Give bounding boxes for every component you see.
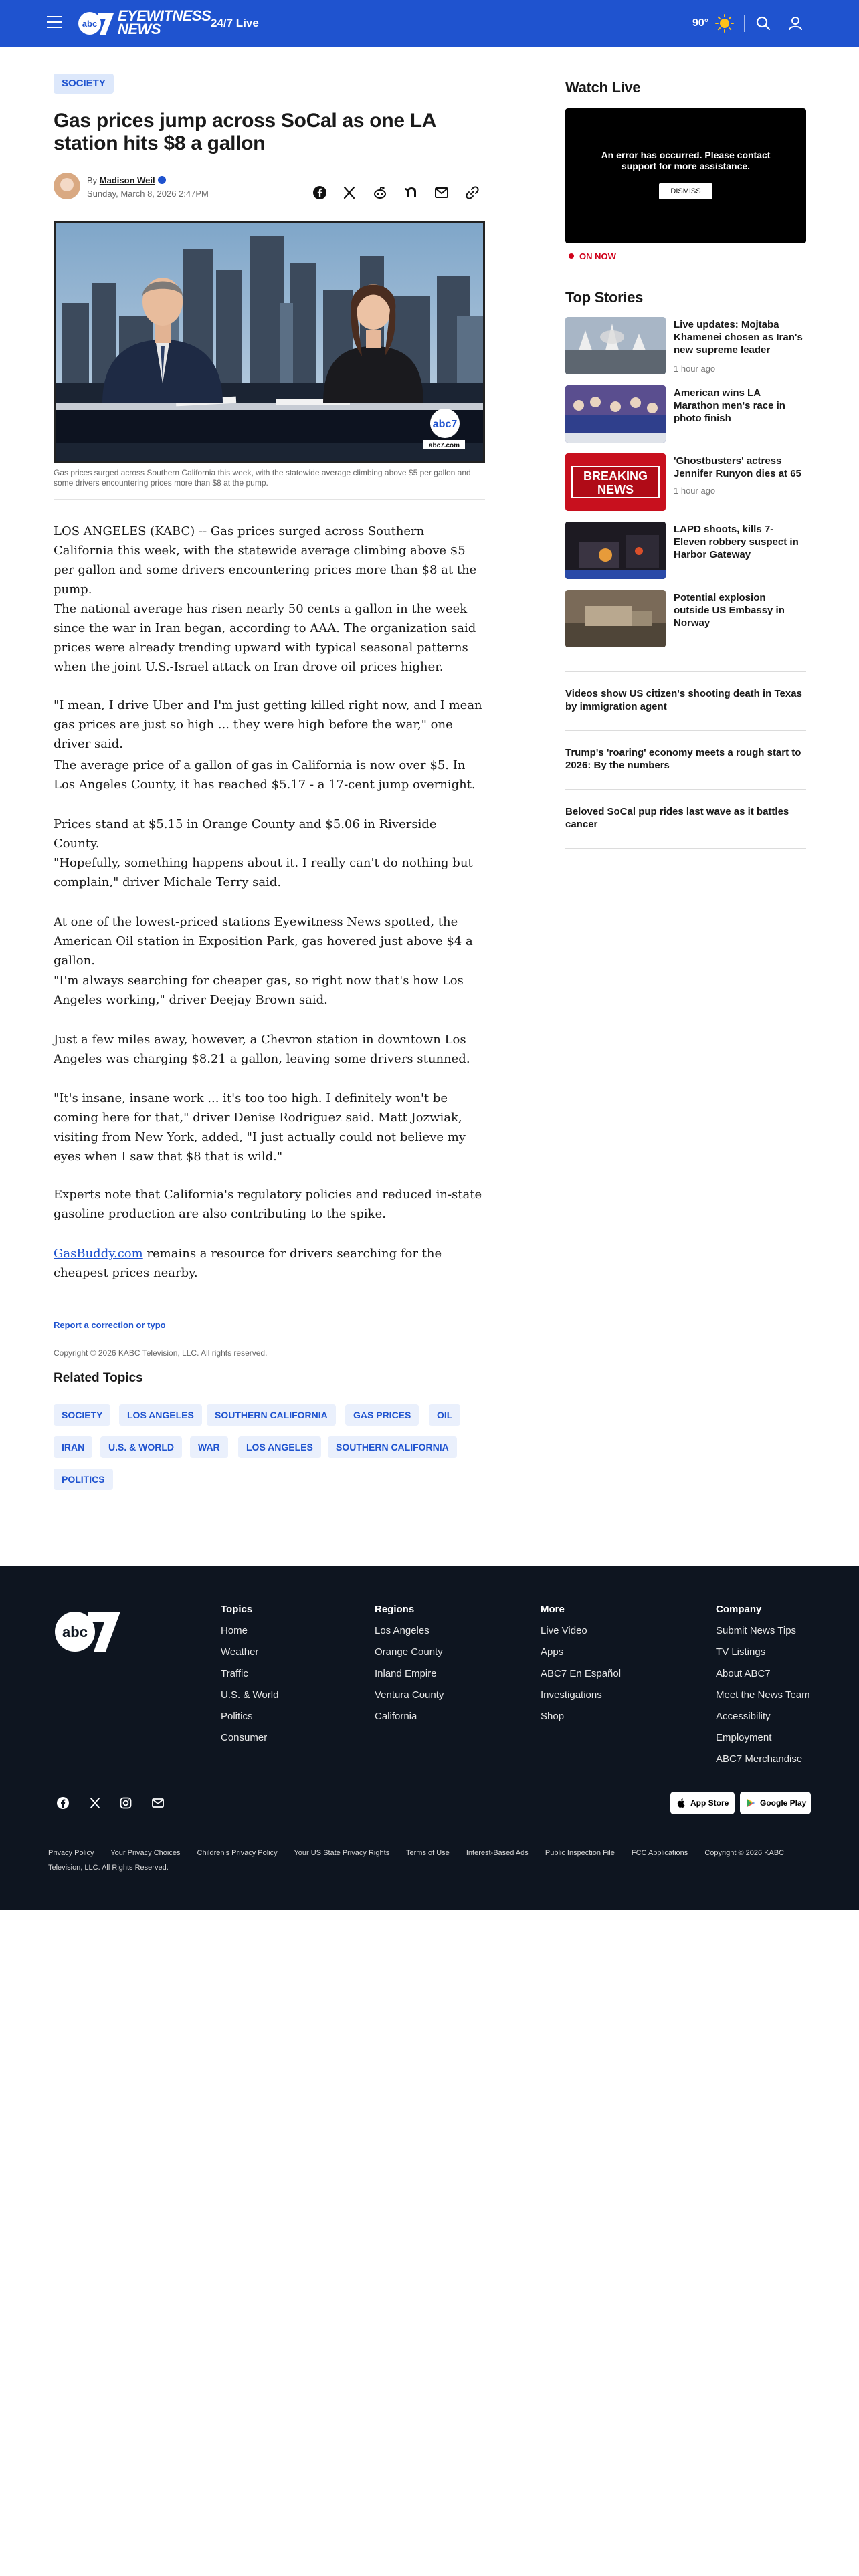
- topic-chip[interactable]: POLITICS: [54, 1469, 113, 1490]
- author-link[interactable]: Madison Weil: [99, 175, 155, 185]
- reddit-icon[interactable]: [372, 185, 388, 201]
- footer-link[interactable]: Live Video: [541, 1625, 587, 1636]
- footer-heading-company: Company: [716, 1604, 762, 1615]
- footer-link[interactable]: Meet the News Team: [716, 1689, 810, 1701]
- abc7-footer-logo[interactable]: [48, 1604, 122, 1657]
- topic-chip[interactable]: OIL: [429, 1404, 460, 1426]
- live-link[interactable]: 24/7 Live: [211, 17, 259, 29]
- site-header: [0, 0, 859, 47]
- brand-name[interactable]: EYEWITNESS NEWS: [118, 7, 211, 37]
- nextdoor-icon[interactable]: [403, 185, 419, 201]
- svg-text:abc: abc: [62, 1624, 88, 1640]
- footer-link[interactable]: Submit News Tips: [716, 1625, 797, 1636]
- svg-text:abc: abc: [82, 19, 98, 29]
- article-paragraph-last: GasBuddy.com remains a resource for drivers searching for the cheapest prices nearby.: [54, 1247, 442, 1280]
- article-copyright: Copyright © 2026 KABC Television, LLC. All rights reserved.: [54, 1348, 268, 1358]
- story-title[interactable]: American wins LA Marathon men's race in photo finish: [674, 387, 785, 424]
- legal-link[interactable]: Public Inspection File: [545, 1849, 615, 1857]
- footer-link[interactable]: Traffic: [221, 1668, 248, 1679]
- x-icon[interactable]: [88, 1796, 102, 1810]
- topic-chip[interactable]: GAS PRICES: [345, 1404, 419, 1426]
- footer-heading-topics: Topics: [221, 1604, 253, 1615]
- article-paragraph: "I mean, I drive Uber and I'm just getting killed right now, and I mean gas prices are just so high ... they were high before the war," one driver said.: [54, 698, 482, 751]
- news-anchors-illustration: [56, 223, 483, 461]
- sidebar-divider: [565, 848, 806, 849]
- player-error-message: An error has occurred. Please contact support for more assistance.: [601, 150, 771, 171]
- article-paragraph: Prices stand at $5.15 in Orange County and $5.06 in Riverside County.: [54, 817, 437, 851]
- footer-link[interactable]: U.S. & World: [221, 1689, 279, 1701]
- search-icon[interactable]: [755, 15, 772, 32]
- article-paragraph: The national average has risen nearly 50 cents a gallon in the week since the war in Iran began, according to AAA. The organization said prices were already trending upward with typical seasonal patterns when the joint U.S.-Israel attack on Iran drove oil prices higher.: [54, 602, 476, 674]
- story-time: 1 hour ago: [674, 364, 716, 374]
- footer-link[interactable]: Shop: [541, 1711, 565, 1722]
- verified-icon: [158, 176, 166, 184]
- sun-icon: [714, 13, 735, 33]
- image-caption: Gas prices surged across Southern California this week, with the statewide average climbing above $5 per gallon and some drivers encountering prices more than $8 at the pump.: [54, 468, 471, 488]
- article-paragraph: "It's insane, insane work ... it's too too high. I definitely won't be coming here for that," driver Denise Rodriguez said. Matt Jozwiak, visiting from New York, added, "I just actually could not believe my eyes when I saw that $8 that is wild.": [54, 1091, 466, 1164]
- email-icon[interactable]: [434, 185, 450, 201]
- legal-link[interactable]: Your Privacy Choices: [110, 1849, 181, 1857]
- apple-icon: [676, 1798, 686, 1808]
- topic-chip[interactable]: IRAN: [54, 1436, 92, 1458]
- footer-link[interactable]: ABC7 En Español: [541, 1668, 622, 1679]
- footer-link[interactable]: Weather: [221, 1646, 259, 1658]
- legal-link[interactable]: Terms of Use: [406, 1849, 450, 1857]
- story-thumbnail[interactable]: [565, 590, 666, 647]
- weather-temperature[interactable]: 90°: [692, 17, 709, 29]
- legal-link[interactable]: Your US State Privacy Rights: [294, 1849, 390, 1857]
- watch-live-heading: Watch Live: [565, 79, 641, 96]
- footer-link[interactable]: Apps: [541, 1646, 564, 1658]
- topic-chip[interactable]: LOS ANGELES: [119, 1404, 202, 1426]
- footer-link[interactable]: Consumer: [221, 1732, 268, 1743]
- instagram-icon[interactable]: [119, 1796, 132, 1810]
- google-play-button[interactable]: Google Play: [740, 1792, 811, 1814]
- facebook-icon[interactable]: [312, 185, 328, 201]
- app-store-button[interactable]: App Store: [670, 1792, 735, 1814]
- story-title[interactable]: Potential explosion outside US Embassy in Norway: [674, 592, 785, 629]
- article-paragraph: "I'm always searching for cheaper gas, so right now that's how Los Angeles working," driver Deejay Brown said.: [54, 974, 464, 1007]
- link-icon[interactable]: [464, 185, 480, 201]
- footer-heading-regions: Regions: [375, 1604, 415, 1615]
- story-thumbnail[interactable]: [565, 522, 666, 579]
- sidebar-divider: [565, 789, 806, 790]
- related-topics-heading: Related Topics: [54, 1371, 143, 1385]
- author-avatar[interactable]: [54, 173, 80, 199]
- footer-link[interactable]: Home: [221, 1625, 248, 1636]
- dismiss-button[interactable]: DISMISS: [659, 183, 712, 199]
- user-icon[interactable]: [787, 15, 804, 32]
- topic-chip[interactable]: U.S. & WORLD: [100, 1436, 182, 1458]
- header-divider: [744, 15, 745, 32]
- gasbuddy-link[interactable]: GasBuddy.com: [54, 1247, 143, 1261]
- footer-link[interactable]: Inland Empire: [375, 1668, 437, 1679]
- footer-heading-more: More: [541, 1604, 565, 1615]
- sidebar-divider: [565, 671, 806, 672]
- story-title[interactable]: Live updates: Mojtaba Khamenei chosen as Iran's new supreme leader: [674, 319, 803, 356]
- footer-link[interactable]: TV Listings: [716, 1646, 766, 1658]
- story-thumbnail[interactable]: [565, 453, 666, 511]
- topic-chip[interactable]: SOUTHERN CALIFORNIA: [328, 1436, 457, 1458]
- menu-icon[interactable]: [47, 16, 62, 28]
- report-correction-link[interactable]: Report a correction or typo: [54, 1320, 166, 1330]
- category-tag[interactable]: SOCIETY: [54, 74, 114, 94]
- topic-chip[interactable]: SOUTHERN CALIFORNIA: [207, 1404, 336, 1426]
- footer-link[interactable]: Orange County: [375, 1646, 443, 1658]
- abc7-logo[interactable]: [75, 8, 115, 39]
- svg-text:abc7: abc7: [432, 419, 458, 430]
- x-icon[interactable]: [341, 185, 357, 201]
- legal-link[interactable]: Interest-Based Ads: [466, 1849, 529, 1857]
- article-paragraph: Just a few miles away, however, a Chevron station in downtown Los Angeles was charging $8.21 a gallon, leaving some drivers stunned.: [54, 1033, 470, 1066]
- facebook-icon[interactable]: [56, 1796, 70, 1810]
- footer-link[interactable]: About ABC7: [716, 1668, 771, 1679]
- story-time: 1 hour ago: [674, 486, 716, 496]
- story-title[interactable]: 'Ghostbusters' actress Jennifer Runyon dies at 65: [674, 455, 801, 479]
- google-play-icon: [745, 1798, 756, 1808]
- svg-text:abc7.com: abc7.com: [428, 442, 460, 449]
- footer-link[interactable]: Los Angeles: [375, 1625, 430, 1636]
- footer-link[interactable]: Ventura County: [375, 1689, 444, 1701]
- byline: By Madison Weil: [87, 175, 166, 185]
- legal-link[interactable]: Privacy Policy: [48, 1849, 94, 1857]
- more-story-link[interactable]: Beloved SoCal pup rides last wave as it battles cancer: [565, 806, 789, 830]
- topic-chip[interactable]: SOCIETY: [54, 1404, 110, 1426]
- footer-link[interactable]: Accessibility: [716, 1711, 771, 1722]
- story-thumbnail[interactable]: [565, 317, 666, 374]
- top-stories-heading: Top Stories: [565, 289, 644, 306]
- topic-chip[interactable]: LOS ANGELES: [238, 1436, 321, 1458]
- footer-link[interactable]: Investigations: [541, 1689, 602, 1701]
- article-paragraph: The average price of a gallon of gas in California is now over $5. In Los Angeles County, it has reached $5.17 - a 17-cent jump overnight.: [54, 758, 476, 792]
- svg-text:BREAKING: BREAKING: [583, 469, 648, 483]
- topic-chip[interactable]: WAR: [190, 1436, 228, 1458]
- story-title[interactable]: LAPD shoots, kills 7-Eleven robbery suspect in Harbor Gateway: [674, 524, 799, 560]
- footer-copyright: Copyright © 2026 KABC Television, LLC. All Rights Reserved.: [48, 1849, 785, 1872]
- footer-link[interactable]: ABC7 Merchandise: [716, 1753, 803, 1765]
- more-story-link[interactable]: Trump's 'roaring' economy meets a rough start to 2026: By the numbers: [565, 747, 801, 771]
- more-story-link[interactable]: Videos show US citizen's shooting death in Texas by immigration agent: [565, 688, 802, 712]
- on-now-label[interactable]: ON NOW: [569, 251, 616, 261]
- story-thumbnail[interactable]: [565, 385, 666, 443]
- hero-image[interactable]: [54, 221, 485, 463]
- footer-legal: [48, 1846, 811, 1875]
- article-paragraph: At one of the lowest-priced stations Eyewitness News spotted, the American Oil station in Exposition Park, gas hovered just above $4 a gallon.: [54, 915, 473, 968]
- article-paragraph: LOS ANGELES (KABC) -- Gas prices surged across Southern California this week, with the statewide average climbing above $5 per gallon and some drivers encountering prices more than $8 at the pump.: [54, 524, 477, 597]
- svg-text:NEWS: NEWS: [597, 483, 634, 496]
- live-video-player[interactable]: [565, 108, 806, 243]
- publish-date: Sunday, March 8, 2026 2:47PM: [87, 189, 209, 199]
- site-footer: [0, 1566, 859, 1910]
- email-icon[interactable]: [151, 1796, 165, 1810]
- footer-link[interactable]: California: [375, 1711, 417, 1722]
- legal-link[interactable]: Children's Privacy Policy: [197, 1849, 278, 1857]
- sidebar-divider: [565, 730, 806, 731]
- footer-link[interactable]: Employment: [716, 1732, 772, 1743]
- article-title: Gas prices jump across SoCal as one LA station hits $8 a gallon: [54, 110, 436, 154]
- article-paragraph: "Hopefully, something happens about it. I really can't do nothing but complain," driver Michale Terry said.: [54, 856, 473, 889]
- footer-link[interactable]: Politics: [221, 1711, 253, 1722]
- article-paragraph: Experts note that California's regulatory policies and reduced in-state gasoline production are also contributing to the spike.: [54, 1188, 482, 1221]
- caption-divider: [54, 499, 485, 500]
- legal-link[interactable]: FCC Applications: [631, 1849, 688, 1857]
